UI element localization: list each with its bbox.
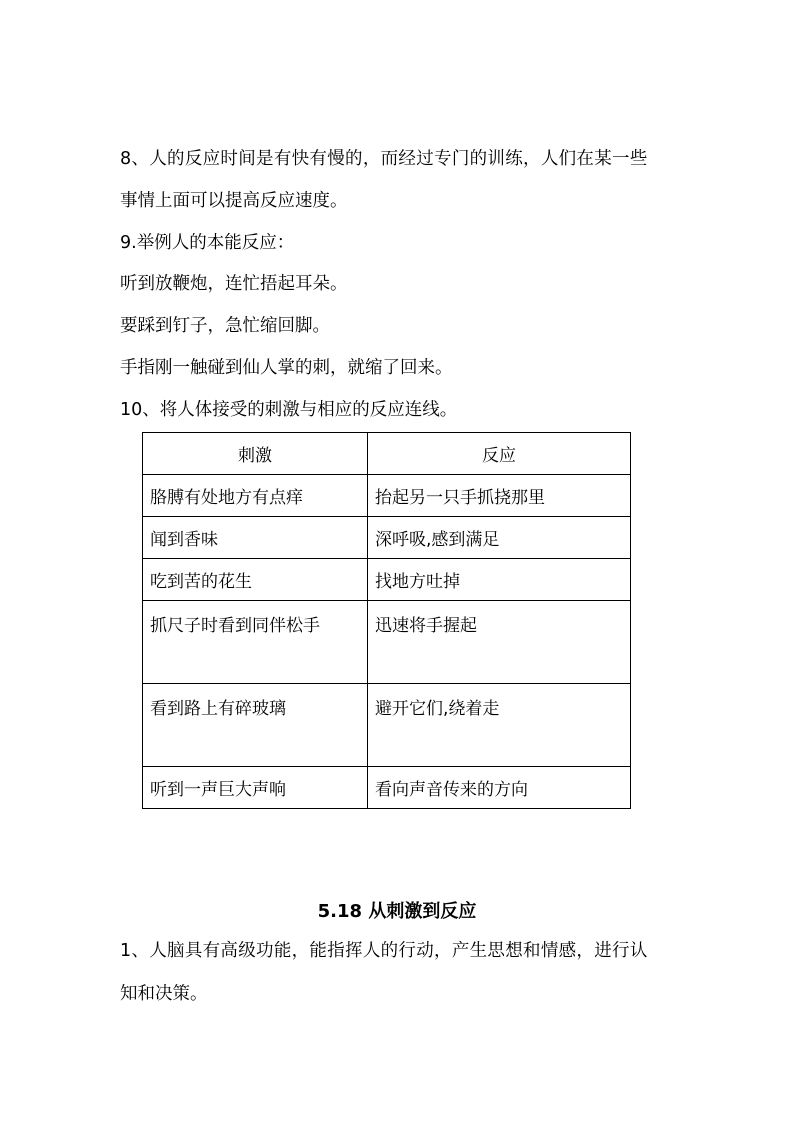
table-row <box>143 601 631 684</box>
table-row <box>143 475 631 517</box>
item8-line2: 事情上面可以提高反应速度。 <box>120 191 348 211</box>
header-stimulus: 刺激 <box>143 433 368 475</box>
response-cell: 找地方吐掉 <box>368 559 631 601</box>
stimulus-cell: 闻到香味 <box>143 517 368 559</box>
stimulus-cell: 听到一声巨大声响 <box>143 767 368 809</box>
item9-example-1: 听到放鞭炮，连忙捂起耳朵。 <box>120 274 348 294</box>
response-cell: 抬起另一只手抓挠那里 <box>368 475 631 517</box>
item9-example-3: 手指刚一触碰到仙人掌的刺，就缩了回来。 <box>120 358 453 378</box>
item9-title: 9.举例人的本能反应： <box>120 233 295 253</box>
header-response: 反应 <box>368 433 631 475</box>
stimulus-cell: 胳膊有处地方有点痒 <box>143 475 368 517</box>
stimulus-cell: 吃到苦的花生 <box>143 559 368 601</box>
table-row <box>143 767 631 809</box>
table-row <box>143 684 631 767</box>
table-row <box>143 517 631 559</box>
response-cell: 迅速将手握起 <box>368 601 631 684</box>
section-item1-line2: 知和决策。 <box>120 984 208 1004</box>
stimulus-response-table <box>142 432 631 809</box>
response-cell: 看向声音传来的方向 <box>368 767 631 809</box>
section-title: 5.18 从刺激到反应 <box>317 901 477 922</box>
table-row <box>143 559 631 601</box>
stimulus-cell: 抓尺子时看到同伴松手 <box>143 601 368 684</box>
item9-example-2: 要踩到钉子，急忙缩回脚。 <box>120 316 330 336</box>
item10-title: 10、将人体接受的刺激与相应的反应连线。 <box>120 400 458 420</box>
table-header-row <box>143 433 631 475</box>
section-item1-line1: 1、人脑具有高级功能，能指挥人的行动，产生思想和情感，进行认 <box>120 941 648 961</box>
stimulus-cell: 看到路上有碎玻璃 <box>143 684 368 767</box>
response-cell: 避开它们,绕着走 <box>368 684 631 767</box>
item8-line1: 8、人的反应时间是有快有慢的，而经过专门的训练，人们在某一些 <box>120 149 648 169</box>
response-cell: 深呼吸,感到满足 <box>368 517 631 559</box>
